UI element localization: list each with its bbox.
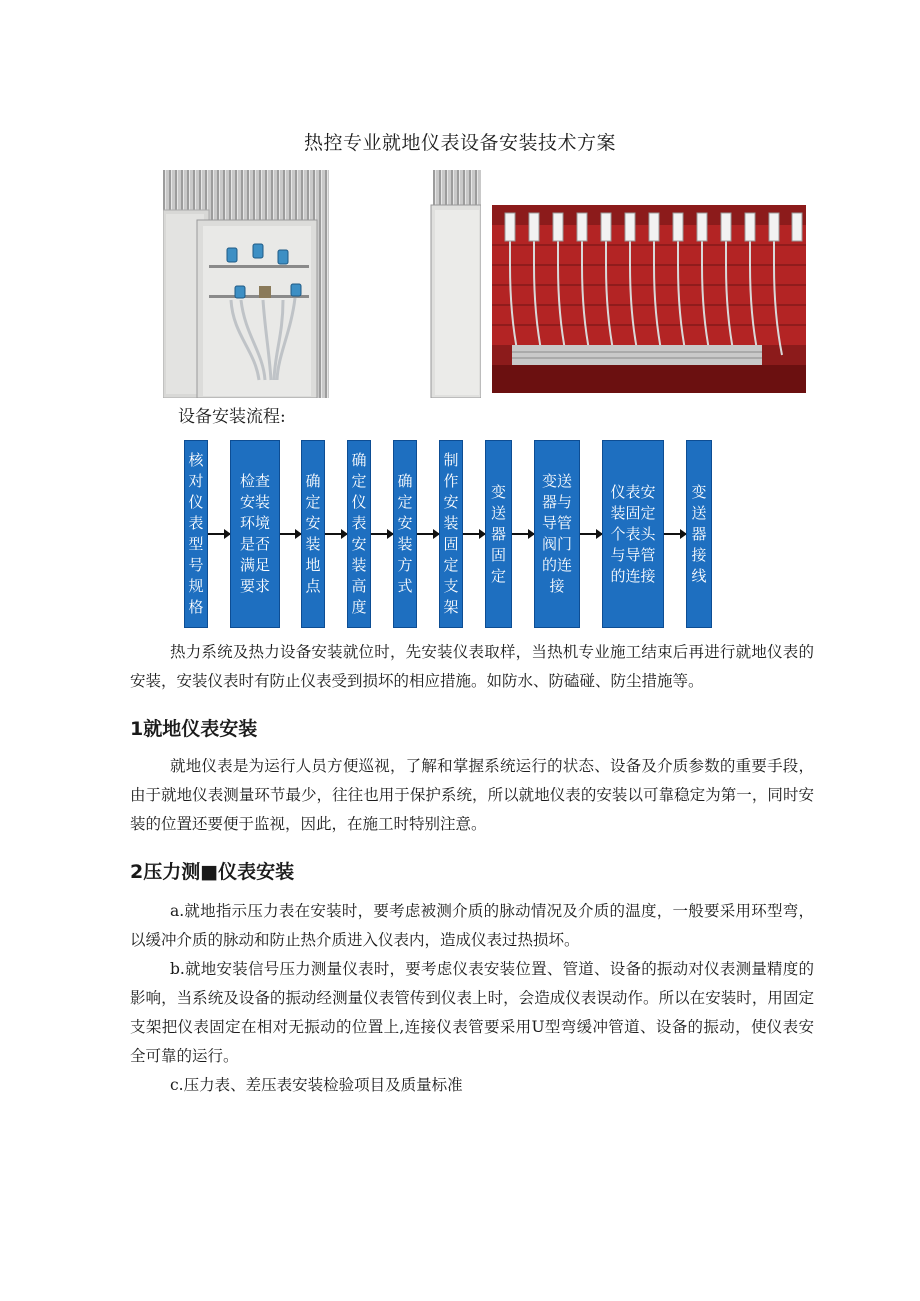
flow-step: 制作安装固定支架	[439, 440, 463, 628]
flow-step: 核对仪表型号规格	[184, 440, 208, 628]
flow-arrow	[280, 533, 301, 535]
flow-arrow	[664, 533, 686, 535]
flow-step: 确定仪表安装高度	[347, 440, 371, 628]
flow-arrow	[463, 533, 485, 535]
flow-step: 检查安装环境是否满足要求	[230, 440, 280, 628]
page-title: 热控专业就地仪表设备安装技术方案	[303, 132, 616, 154]
flow-arrow	[208, 533, 230, 535]
section-2-item-c: c.压力表、差压表安装检验项目及质量标准	[170, 1076, 463, 1094]
section-2-heading: 2压力测■仪表安装	[130, 861, 295, 883]
flow-step: 确定安装地点	[301, 440, 325, 628]
instrument-rack-photo	[492, 205, 806, 393]
section-1-heading: 1就地仪表安装	[130, 718, 258, 740]
section-1-paragraph: 就地仪表是为运行人员方便巡视，了解和掌握系统运行的状态、设备及介质参数的重要手段，由于就地仪表测量环节最少，往往也用于保护系统，所以就地仪表的安装以可靠稳定为第一，同时安装的位置还要便于监视，因此，在施工时特别注意。	[130, 757, 814, 833]
flow-arrow	[371, 533, 393, 535]
flow-step: 变送器接线	[686, 440, 712, 628]
flow-label: 设备安装流程:	[178, 407, 286, 427]
flow-arrow	[325, 533, 347, 535]
flow-arrow	[417, 533, 439, 535]
flow-step: 仪表安装固定个表头与导管的连接	[602, 440, 664, 628]
flow-step: 变送器固定	[485, 440, 512, 628]
instrument-cabinet-photo	[163, 170, 481, 398]
section-2-item-b: b.就地安装信号压力测量仪表时，要考虑仪表安装位置、管道、设备的振动对仪表测量精度的影响，当系统及设备的振动经测量仪表管传到仪表上时，会造成仪表误动作。所以在安装时，用固定支架把仪表固定在相对无振动的位置上,连接仪表管要采用U型弯缓冲管道、设备的振动，使仪表安全可靠的运行。	[130, 960, 814, 1065]
flow-step: 变送器与导管阀门的连接	[534, 440, 580, 628]
installation-flowchart	[176, 440, 716, 630]
intro-paragraph: 热力系统及热力设备安装就位时，先安装仪表取样，当热机专业施工结束后再进行就地仪表的安装，安装仪表时有防止仪表受到损坏的相应措施。如防水、防磕碰、防尘措施等。	[130, 643, 814, 690]
flow-arrow	[580, 533, 602, 535]
section-2-item-a: a.就地指示压力表在安装时，要考虑被测介质的脉动情况及介质的温度，一般要采用环型弯，以缓冲介质的脉动和防止热介质进入仪表内，造成仪表过热损坏。	[130, 902, 814, 949]
flow-arrow	[512, 533, 534, 535]
flow-step: 确定安装方式	[393, 440, 417, 628]
